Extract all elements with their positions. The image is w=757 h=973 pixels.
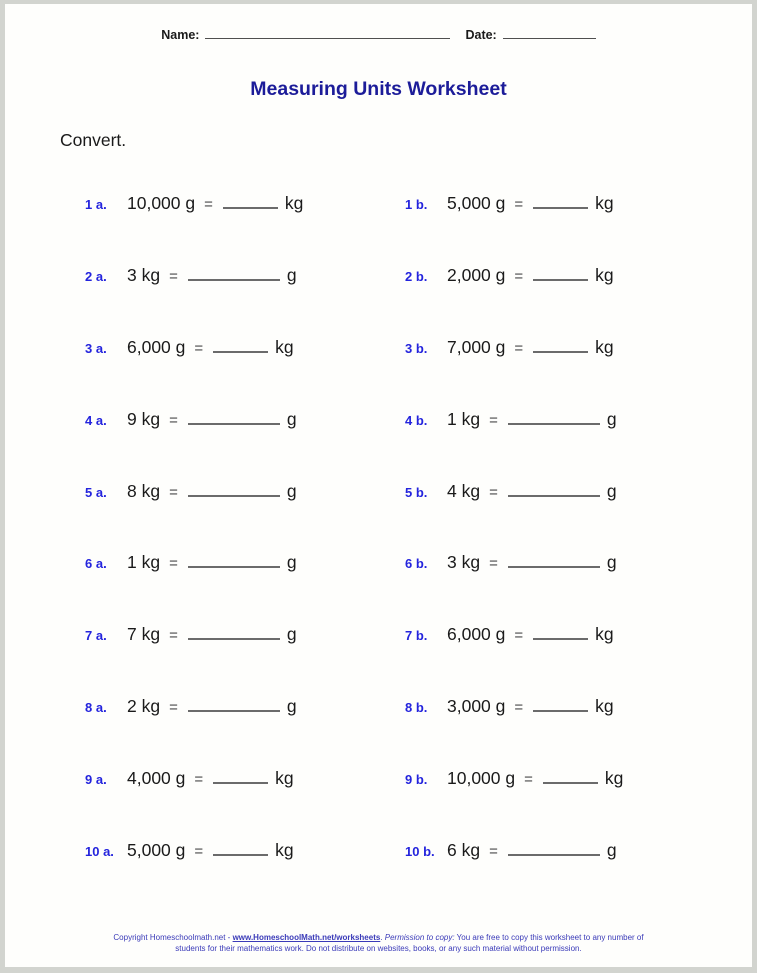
problem-given: 9 kg <box>127 408 161 429</box>
answer-unit: g <box>606 480 617 501</box>
answer-unit: g <box>286 624 297 645</box>
answer-blank <box>533 634 588 640</box>
problem-number: 1 b. <box>405 197 428 213</box>
equals-sign: = <box>194 770 204 788</box>
problem-number: 5 a. <box>85 484 107 500</box>
problem-given: 3,000 g <box>447 695 506 716</box>
answer-blank <box>543 778 598 784</box>
problem-number: 3 a. <box>85 340 107 356</box>
problem-9a <box>85 768 405 789</box>
answer-unit: kg <box>595 624 614 645</box>
problem-given: 3 kg <box>127 265 161 286</box>
problem-7a <box>85 624 405 645</box>
answer-blank <box>188 706 280 712</box>
problem-number: 5 b. <box>405 484 428 500</box>
answer-blank <box>188 275 280 281</box>
answer-blank <box>188 491 280 497</box>
answer-blank <box>508 491 600 497</box>
answer-blank <box>188 419 280 425</box>
problem-row-10 <box>5 814 752 886</box>
equals-sign: = <box>489 483 498 501</box>
problem-row-1 <box>5 168 752 240</box>
answer-unit: kg <box>275 336 294 357</box>
equals-sign: = <box>489 555 498 573</box>
answer-unit: kg <box>595 193 614 214</box>
problem-4b <box>405 409 617 430</box>
answer-unit: kg <box>595 265 614 286</box>
problem-row-7 <box>5 599 752 671</box>
answer-unit: g <box>286 695 297 716</box>
problem-number: 9 b. <box>405 771 428 787</box>
problem-given: 2,000 g <box>447 265 506 286</box>
problem-number: 10 b. <box>405 843 435 859</box>
answer-blank <box>508 562 600 568</box>
problem-3b <box>405 337 614 358</box>
answer-unit: g <box>606 552 617 573</box>
permission-label: Permission to copy: <box>384 932 455 942</box>
equals-sign: = <box>514 196 524 214</box>
equals-sign: = <box>169 627 178 645</box>
answer-blank <box>533 706 588 712</box>
answer-blank <box>223 203 278 209</box>
permission-text: You are free to copy this worksheet to any number of students for their mathematics work. Do not distribute on websites, books, or any such material without permission. <box>175 932 644 953</box>
problem-number: 4 b. <box>405 412 428 428</box>
equals-sign: = <box>194 842 204 860</box>
problem-number: 9 a. <box>85 771 107 787</box>
answer-unit: kg <box>284 193 304 214</box>
problem-given: 1 kg <box>127 552 161 573</box>
equals-sign: = <box>524 770 533 788</box>
answer-unit: kg <box>595 695 614 716</box>
answer-unit: g <box>286 552 297 573</box>
answer-unit: kg <box>275 767 294 788</box>
worksheets-link[interactable]: www.HomeschoolMath.net/worksheets <box>232 932 381 942</box>
problem-number: 10 a. <box>85 843 114 859</box>
problem-5a <box>85 481 405 502</box>
answer-unit: g <box>286 408 297 429</box>
equals-sign: = <box>514 698 524 716</box>
name-group <box>161 28 450 42</box>
equals-sign: = <box>169 483 178 501</box>
date-label: Date: <box>465 28 497 42</box>
copyright-footer <box>105 932 653 954</box>
problem-6b <box>405 552 617 573</box>
answer-blank <box>508 850 600 856</box>
problem-given: 7 kg <box>127 624 161 645</box>
problem-number: 6 b. <box>405 556 428 572</box>
problem-grid <box>5 168 752 886</box>
problem-4a <box>85 409 405 430</box>
answer-blank <box>188 562 280 568</box>
problem-1b <box>405 193 614 214</box>
problem-10a <box>85 840 405 861</box>
problem-given: 10,000 g <box>447 767 516 788</box>
problem-given: 10,000 g <box>127 193 196 214</box>
problem-5b <box>405 481 617 502</box>
equals-sign: = <box>169 555 178 573</box>
problem-8b <box>405 696 614 717</box>
problem-number: 3 b. <box>405 340 428 356</box>
equals-sign: = <box>169 411 178 429</box>
problem-number: 1 a. <box>85 197 107 213</box>
problem-given: 4,000 g <box>127 767 186 788</box>
equals-sign: = <box>489 842 498 860</box>
answer-blank <box>508 419 600 425</box>
equals-sign: = <box>204 196 213 214</box>
answer-blank <box>213 347 268 353</box>
problem-given: 3 kg <box>447 552 481 573</box>
equals-sign: = <box>169 268 178 286</box>
problem-9b <box>405 768 623 789</box>
equals-sign: = <box>514 339 524 357</box>
answer-unit: g <box>606 839 617 860</box>
problem-3a <box>85 337 405 358</box>
problem-given: 6,000 g <box>127 336 186 357</box>
problem-row-4 <box>5 383 752 455</box>
problem-number: 8 b. <box>405 699 428 715</box>
problem-2a <box>85 265 405 286</box>
problem-row-9 <box>5 742 752 814</box>
answer-unit: kg <box>604 767 624 788</box>
problem-number: 8 a. <box>85 699 107 715</box>
answer-blank <box>533 275 588 281</box>
problem-given: 1 kg <box>447 408 481 429</box>
problem-given: 8 kg <box>127 480 161 501</box>
problem-7b <box>405 624 614 645</box>
equals-sign: = <box>194 339 204 357</box>
answer-blank <box>213 850 268 856</box>
problem-number: 4 a. <box>85 412 107 428</box>
problem-number: 2 b. <box>405 269 428 285</box>
problem-given: 7,000 g <box>447 336 506 357</box>
problem-row-5 <box>5 455 752 527</box>
name-blank-line <box>205 34 450 39</box>
equals-sign: = <box>489 411 498 429</box>
problem-given: 4 kg <box>447 480 481 501</box>
name-date-row <box>5 28 752 42</box>
problem-row-8 <box>5 671 752 743</box>
problem-row-6 <box>5 527 752 599</box>
after-link-text: . <box>380 932 385 942</box>
page-title: Measuring Units Worksheet <box>250 78 507 100</box>
problem-number: 7 b. <box>405 628 428 644</box>
problem-row-2 <box>5 240 752 312</box>
problem-8a <box>85 696 405 717</box>
answer-unit: g <box>286 480 297 501</box>
answer-blank <box>533 347 588 353</box>
copyright-text: Copyright Homeschoolmath.net - <box>113 932 233 942</box>
name-label: Name: <box>161 28 200 42</box>
answer-blank <box>213 778 268 784</box>
problem-given: 5,000 g <box>447 193 506 214</box>
answer-unit: kg <box>275 839 294 860</box>
problem-given: 2 kg <box>127 695 161 716</box>
problem-10b <box>405 840 617 861</box>
problem-given: 5,000 g <box>127 839 186 860</box>
equals-sign: = <box>169 698 178 716</box>
problem-number: 6 a. <box>85 556 107 572</box>
problem-given: 6 kg <box>447 839 481 860</box>
problem-1a <box>85 193 405 214</box>
problem-number: 2 a. <box>85 269 107 285</box>
answer-blank <box>188 634 280 640</box>
answer-unit: kg <box>595 336 614 357</box>
problem-2b <box>405 265 614 286</box>
equals-sign: = <box>514 268 524 286</box>
date-blank-line <box>503 34 596 39</box>
answer-unit: g <box>286 265 297 286</box>
problem-number: 7 a. <box>85 628 107 644</box>
answer-unit: g <box>606 408 617 429</box>
instruction-text: Convert. <box>60 130 127 150</box>
problem-row-3 <box>5 312 752 384</box>
date-group <box>465 28 595 42</box>
problem-6a <box>85 552 405 573</box>
problem-given: 6,000 g <box>447 624 506 645</box>
equals-sign: = <box>514 627 524 645</box>
answer-blank <box>533 203 588 209</box>
